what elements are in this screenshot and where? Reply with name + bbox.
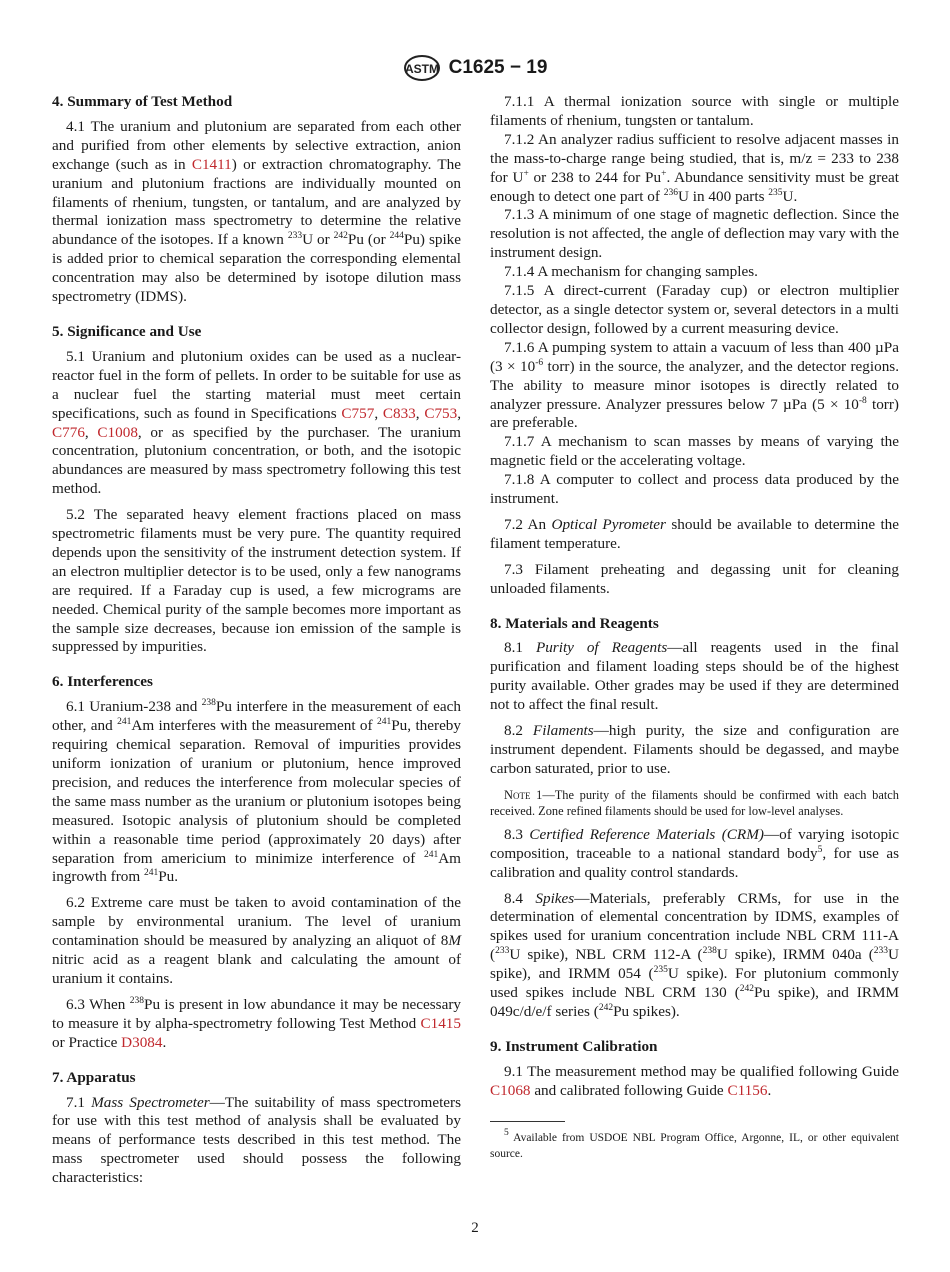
text-run: 7.1.4 A mechanism for changing samples.	[504, 263, 758, 281]
paragraph	[490, 516, 899, 554]
text-run: Pu is present in low abundance it may be necessary to measure it by alpha-spectrometry following Test Method	[52, 995, 461, 1032]
text-run: 7.1.2 An analyzer radius sufficient to resolve adjacent masses in the mass-to-charge range being studied, that is, m/z = 233 to 238 for U	[490, 130, 899, 186]
superscript: 241	[143, 868, 159, 879]
superscript: 241	[117, 717, 132, 728]
text-run: 8.2	[504, 722, 533, 740]
text-run: 8.1	[504, 639, 536, 657]
section-heading	[52, 93, 461, 112]
standard-reference-link[interactable]: C1415	[420, 1014, 461, 1032]
text-run: or Practice	[52, 1033, 122, 1051]
text-run: , or as specified by the purchaser. The uranium concentration, plutonium concentration, or both, and the isotopic abundances are measured by mass spectrometry following this test method.	[52, 423, 461, 498]
text-run: 8.3	[504, 825, 530, 843]
text-run: 7.2 An	[504, 515, 552, 533]
italic-term: Mass Spectrometer	[91, 1093, 210, 1111]
section-heading	[52, 673, 461, 692]
text-run: Pu interfere in the measurement of each other, and	[52, 698, 461, 735]
footnote-divider	[490, 1121, 565, 1122]
section-heading	[52, 323, 461, 342]
text-run: .	[162, 1033, 167, 1051]
superscript: 238	[702, 946, 717, 957]
italic-term: Certified Reference Materials (CRM)	[529, 825, 764, 843]
standard-reference-link[interactable]: C833	[382, 404, 416, 422]
text-run: 7.1.7 A mechanism to scan masses by means of varying the magnetic field or the accelerating voltage.	[490, 433, 899, 470]
superscript: 235	[653, 965, 668, 976]
text-run: . Abundance sensitivity must be great enough to detect one part of	[490, 168, 899, 205]
section-heading	[52, 1069, 461, 1088]
document-id: C1625 − 19	[448, 57, 548, 78]
text-run: U spike). For plutonium commonly used spikes include NBL CRM 130 (	[490, 965, 899, 1002]
text-run: , for use as calibration and quality control standards.	[490, 844, 899, 881]
text-run: or 238 to 244 for Pu	[528, 168, 662, 186]
superscript: 233	[287, 231, 303, 242]
text-run: —The suitability of mass spectrometers for use with this test method of analysis shall be evaluated by means of performance tests described in this test method. The mass spectrometer used should possess the following characteristics:	[52, 1093, 461, 1187]
text-run: 8. Materials and Reagents	[490, 614, 659, 632]
standard-reference-link[interactable]: C1411	[191, 155, 232, 173]
text-run: 7.1.3 A minimum of one stage of magnetic deflection. Since the resolution is not affected, the angle of deflection may vary with the instrument design.	[490, 206, 899, 262]
text-run: nitric acid as a reagent blank and calculating the amount of uranium it contains.	[52, 951, 461, 987]
standard-reference-link[interactable]: C776	[52, 423, 85, 441]
text-run: 7.1.1 A thermal ionization source with single or multiple filaments of rhenium, tungsten or tantalum.	[490, 93, 899, 129]
page-header	[0, 54, 950, 82]
text-run: Available from USDOE NBL Program Office, Argonne, IL, or other equivalent source.	[490, 1131, 899, 1160]
paragraph	[490, 433, 899, 471]
paragraph	[490, 93, 899, 131]
text-run: Am ingrowth from	[52, 849, 461, 886]
standard-reference-link[interactable]: D3084	[121, 1033, 163, 1051]
section-heading	[490, 1038, 899, 1057]
paragraph	[490, 561, 899, 599]
text-run: U in 400 parts	[678, 187, 769, 205]
paragraph	[490, 471, 899, 509]
paragraph	[490, 339, 899, 434]
text-run: should be available to determine the filament temperature.	[490, 515, 899, 552]
superscript: +	[661, 168, 667, 179]
italic-term: Optical Pyrometer	[551, 515, 666, 533]
text-run: Pu) spike is added prior to chemical separation the corresponding elemental concentration may also be determined by isotope dilution mass spectrometry (IDMS).	[52, 231, 462, 306]
italic-term: Purity of Reagents	[535, 639, 668, 657]
paragraph	[52, 1094, 461, 1189]
text-run: torr) in the source, the analyzer, and the detector regions. The ability to measure minor isotopes is directly related to analyzer pressure. Analyzer pressures below 7 µPa (5 × 10	[490, 357, 900, 413]
note	[490, 787, 899, 819]
text-run: Am interferes with the measurement of	[131, 717, 377, 735]
superscript: 244	[389, 231, 404, 242]
italic-term: Spikes	[535, 889, 575, 907]
paragraph	[52, 506, 461, 657]
italic-term: M	[448, 932, 461, 950]
text-run: U spike), and IRMM 054 (	[490, 946, 900, 983]
right-column	[490, 93, 899, 1162]
text-run: 1—The purity of the filaments should be confirmed with each batch received. Zone refined filaments should be used for low-level analyses.	[490, 787, 899, 818]
text-run: 7.1.6 A pumping system to attain a vacuum of less than 400 µPa (3 × 10	[490, 338, 899, 375]
text-run: 4.1 The uranium and plutonium are separated from each other and purified from other elements by selective extraction, anion exchange (such as in	[52, 117, 461, 173]
paragraph	[490, 722, 899, 779]
paragraph	[52, 118, 461, 307]
text-run: 5.1 Uranium and plutonium oxides can be used as a nuclear-reactor fuel in the form of pellets. In order to be suitable for use as a nuclear fuel the starting material must meet certain specifications, such as found in Specifications	[52, 347, 461, 422]
text-run: .	[767, 1081, 772, 1099]
paragraph	[52, 894, 461, 989]
text-run: ,	[457, 404, 462, 422]
paragraph	[490, 206, 899, 263]
text-run: ,	[374, 404, 383, 422]
text-run: 7. Apparatus	[52, 1068, 136, 1086]
paragraph	[490, 890, 899, 1022]
text-run: U.	[782, 187, 798, 205]
text-run: 6.1 Uranium-238 and	[66, 698, 202, 716]
paragraph	[52, 698, 461, 887]
standard-reference-link[interactable]: C1156	[727, 1081, 768, 1099]
superscript: -8	[858, 395, 867, 406]
text-run: 4. Summary of Test Method	[52, 93, 233, 110]
paragraph	[52, 996, 461, 1053]
svg-text:ASTM: ASTM	[404, 62, 439, 76]
text-run: 7.1.5 A direct-current (Faraday cup) or electron multiplier detector, as a single detector system or, several detectors in a multi collector design, followed by a current measuring device.	[490, 282, 899, 337]
superscript: 238	[129, 995, 144, 1006]
text-run: U spike), IRMM 040a (	[716, 946, 874, 964]
superscript: 233	[873, 946, 889, 957]
text-run: 5.2 The separated heavy element fractions placed on mass spectrometric filaments must be very pure. The quantity required depends upon the sensitivity of the instrument detection system. If an electron multiplier detector is to be used, only a few nanograms are required. If a Faraday cup is used, a few micrograms are needed. Chemical purity of the sample becomes more important as the sample size decreases, because ion emission of the sample is suppressed by impurities.	[52, 506, 461, 656]
text-run: Pu.	[158, 868, 179, 886]
footnote	[490, 1127, 899, 1162]
superscript: 235	[768, 187, 783, 198]
superscript: 238	[201, 698, 216, 709]
superscript: -6	[535, 357, 544, 368]
paragraph	[52, 348, 461, 499]
astm-logo-icon	[403, 54, 441, 82]
text-run: 9. Instrument Calibration	[490, 1037, 658, 1055]
text-run: torr) are preferable.	[490, 395, 899, 432]
standard-reference-link[interactable]: C1068	[490, 1081, 531, 1099]
text-run: 5. Significance and Use	[52, 322, 202, 340]
text-run: 7.1	[66, 1093, 92, 1111]
text-run: 7.1.8 A computer to collect and process data produced by the instrument.	[490, 471, 899, 508]
standard-reference-link[interactable]: C753	[424, 404, 458, 422]
superscript: 241	[423, 849, 439, 860]
superscript: 5	[504, 1127, 509, 1138]
superscript: 242	[333, 231, 348, 242]
paragraph	[490, 263, 899, 282]
superscript: 233	[495, 946, 510, 957]
italic-term: Filaments	[532, 722, 594, 740]
text-run: ,	[415, 404, 425, 422]
standard-reference-link[interactable]: C757	[341, 404, 375, 422]
section-heading	[490, 615, 899, 634]
text-run: —all reagents used in the final purification and filament loading steps should be of the highest purity available. Other grades may be used if they are determined not to affect the final result.	[490, 639, 900, 714]
text-run: —Materials, preferably CRMs, for use in the determination of elemental concentration by IDMS, examples of spikes used for uranium concentration include NBL CRM 111-A (	[490, 889, 900, 964]
text-run: 6. Interferences	[52, 673, 153, 691]
left-column	[52, 93, 461, 1188]
note-label: Note	[504, 787, 531, 802]
text-run: 6.3 When	[66, 995, 130, 1013]
text-run: U or	[302, 231, 334, 249]
text-run: 7.3 Filament preheating and degassing unit for cleaning unloaded filaments.	[490, 560, 899, 597]
text-run: Pu (or	[347, 231, 390, 249]
text-run: Pu spikes).	[613, 1002, 680, 1020]
paragraph	[490, 282, 899, 339]
text-run: 8.4	[504, 889, 536, 907]
superscript: 241	[376, 717, 392, 728]
paragraph	[490, 131, 899, 207]
text-run: —of varying isotopic composition, traceable to a national standard body	[490, 825, 900, 862]
text-run: —high purity, the size and configuration are instrument dependent. Filaments should be degassed, and maybe carbon saturated, prior to use.	[490, 722, 899, 777]
superscript: 242	[739, 984, 754, 995]
superscript: 242	[598, 1002, 614, 1013]
superscript: 236	[663, 187, 679, 198]
text-run: U spike), NBL CRM 112-A (	[509, 946, 703, 964]
paragraph	[490, 1063, 899, 1101]
text-run: ) or extraction chromatography. The uranium and plutonium fractions are individually mounted on filaments of rhenium, tungsten, or tantalum, and are analyzed by thermal ionization mass spectrometry to determine the relative abundance of the isotopes. If a known	[52, 155, 462, 249]
superscript: +	[523, 168, 529, 179]
standard-reference-link[interactable]: C1008	[97, 423, 138, 441]
text-run: Pu, thereby requiring chemical separation. Removal of impurities provides uniform ionization of uranium or plutonium, hence improved precision, and reduces the interference from molecular species of the same mass number as the uranium or plutonium isotopes being measured. Isotopic analysis of plutonium should be completed within a reasonable time period (approximately 20 days) after separation from americium to minimize interference of	[52, 717, 461, 867]
text-run: 6.2 Extreme care must be taken to avoid contamination of the sample by environmental uranium. The level of uranium contamination should be measured by analyzing an aliquot of 8	[52, 894, 461, 950]
page-number: 2	[471, 1220, 479, 1236]
text-run: and calibrated following Guide	[530, 1081, 728, 1099]
text-run: 9.1 The measurement method may be qualified following Guide	[504, 1062, 899, 1080]
superscript: 5	[817, 844, 823, 855]
paragraph	[490, 826, 899, 883]
text-run: Pu spike), and IRMM 049c/d/e/f series (	[490, 984, 899, 1020]
text-run: ,	[84, 423, 98, 441]
paragraph	[490, 639, 899, 715]
